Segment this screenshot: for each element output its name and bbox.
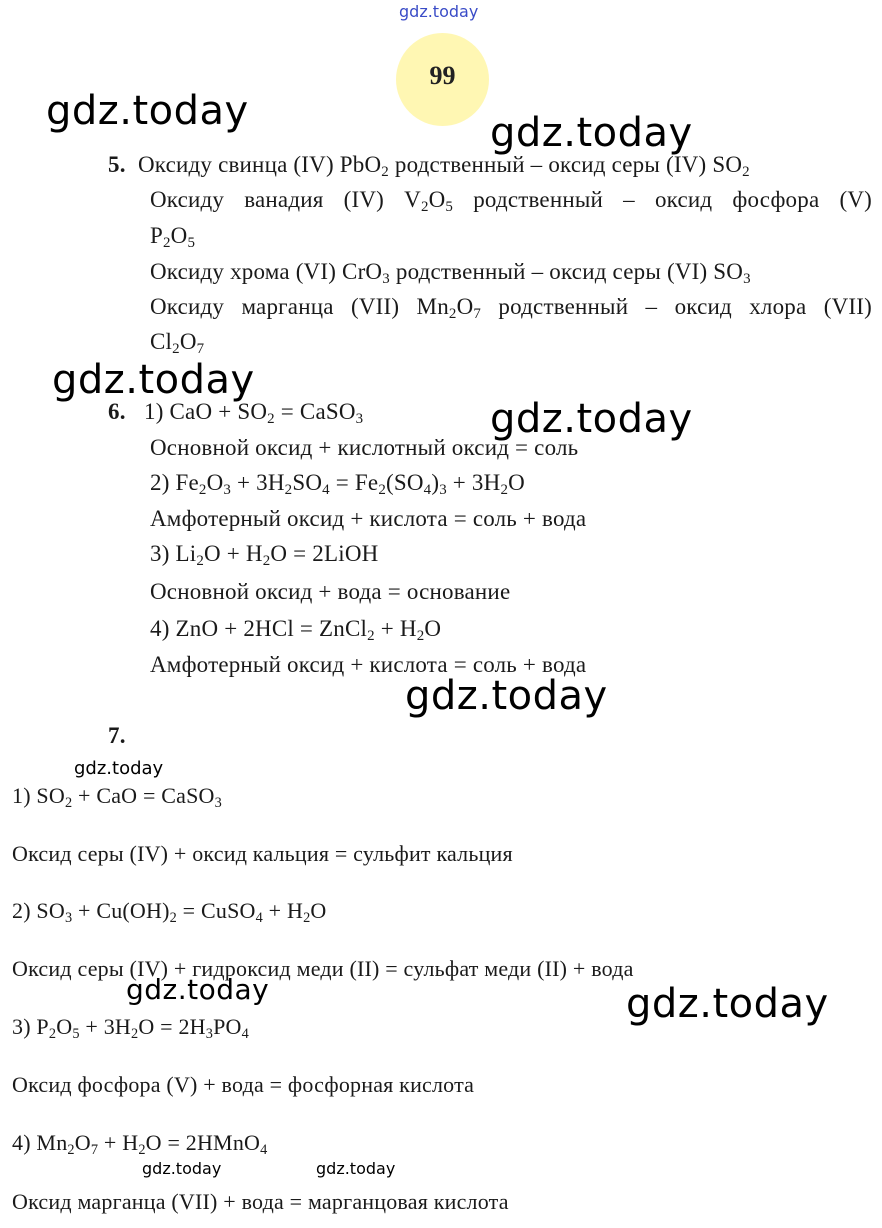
task7-desc2: Оксид серы (IV) + гидроксид меди (II) = сульфат меди (II) + вода bbox=[12, 956, 634, 981]
task6-desc2: Амфотерный оксид + кислота = соль + вода bbox=[150, 506, 587, 531]
task6-desc3: Основной оксид + вода = основание bbox=[150, 579, 511, 604]
watermark: gdz.today bbox=[126, 973, 270, 1006]
task5-line5: Оксиду марганца (VII) $Mn_2O_7$ родственный – оксид хлора (VII) bbox=[150, 294, 872, 322]
page-number-badge bbox=[396, 33, 489, 126]
task6-reaction2: 2) $Fe_2O_3 + 3H_2SO_4 = Fe_2(SO_4)_3 + 3H_2O$ bbox=[150, 470, 525, 498]
task7-reaction2: 2) $SO_3 + Cu(OH)_2$ = CuSO$_4$ + $H_2O$ bbox=[12, 898, 327, 926]
task6-line1: 6. 1) CaO + $SO_2$ = CaSO$_3$ bbox=[108, 399, 364, 427]
watermark: gdz.today bbox=[52, 357, 255, 403]
header-watermark: gdz.today bbox=[399, 2, 479, 21]
watermark: gdz.today bbox=[490, 396, 693, 442]
task5-line2: Оксиду ванадия (IV) $V_2O_5$ родственный – оксид фосфора (V) bbox=[150, 187, 872, 215]
task5-line4: Оксиду хрома (VI) CrO$_3$ родственный – оксид серы (VI) $SO_3$ bbox=[150, 259, 751, 287]
task7-reaction1: 1) $SO_2$ + CaO = CaSO$_3$ bbox=[12, 783, 222, 811]
task6-desc1: Основной оксид + кислотный оксид = соль bbox=[150, 435, 579, 460]
task7-desc1: Оксид серы (IV) + оксид кальция = сульфит кальция bbox=[12, 841, 513, 866]
task7-desc3: Оксид фосфора (V) + вода = фосфорная кислота bbox=[12, 1072, 475, 1097]
task5-number: 5. bbox=[108, 152, 126, 177]
task5-line3: $P_2O_5$ bbox=[150, 223, 196, 251]
task6-reaction3: 3) $Li_2O + H_2O$ = 2LiOH bbox=[150, 541, 379, 569]
task7-reaction4: 4) $Mn_2O_7 + H_2O$ = 2HMnO$_4$ bbox=[12, 1130, 268, 1158]
task5-line1: 5. Оксиду свинца (IV) PbO$_2$ родственный – оксид серы (IV) $SO_2$ bbox=[108, 152, 750, 180]
watermark: gdz.today bbox=[316, 1159, 396, 1178]
task6-reaction4: 4) ZnO + 2HCl = ZnCl$_2$ + $H_2O$ bbox=[150, 616, 442, 644]
watermark: gdz.today bbox=[405, 673, 608, 719]
task7-desc4: Оксид марганца (VII) + вода = марганцовая кислота bbox=[12, 1189, 509, 1214]
task6-desc4: Амфотерный оксид + кислота = соль + вода bbox=[150, 652, 587, 677]
watermark: gdz.today bbox=[142, 1159, 222, 1178]
task5-line6: $Cl_2O_7$ bbox=[150, 329, 205, 357]
task6-number: 6. bbox=[108, 399, 126, 424]
watermark: gdz.today bbox=[490, 110, 693, 156]
watermark: gdz.today bbox=[74, 758, 164, 779]
watermark: gdz.today bbox=[46, 88, 249, 134]
watermark: gdz.today bbox=[626, 981, 829, 1027]
task7-number: 7. bbox=[108, 723, 126, 748]
page-number: 99 bbox=[429, 60, 456, 90]
task7-reaction3: 3) $P_2O_5 + 3H_2O = 2H_3PO_4$ bbox=[12, 1014, 249, 1042]
